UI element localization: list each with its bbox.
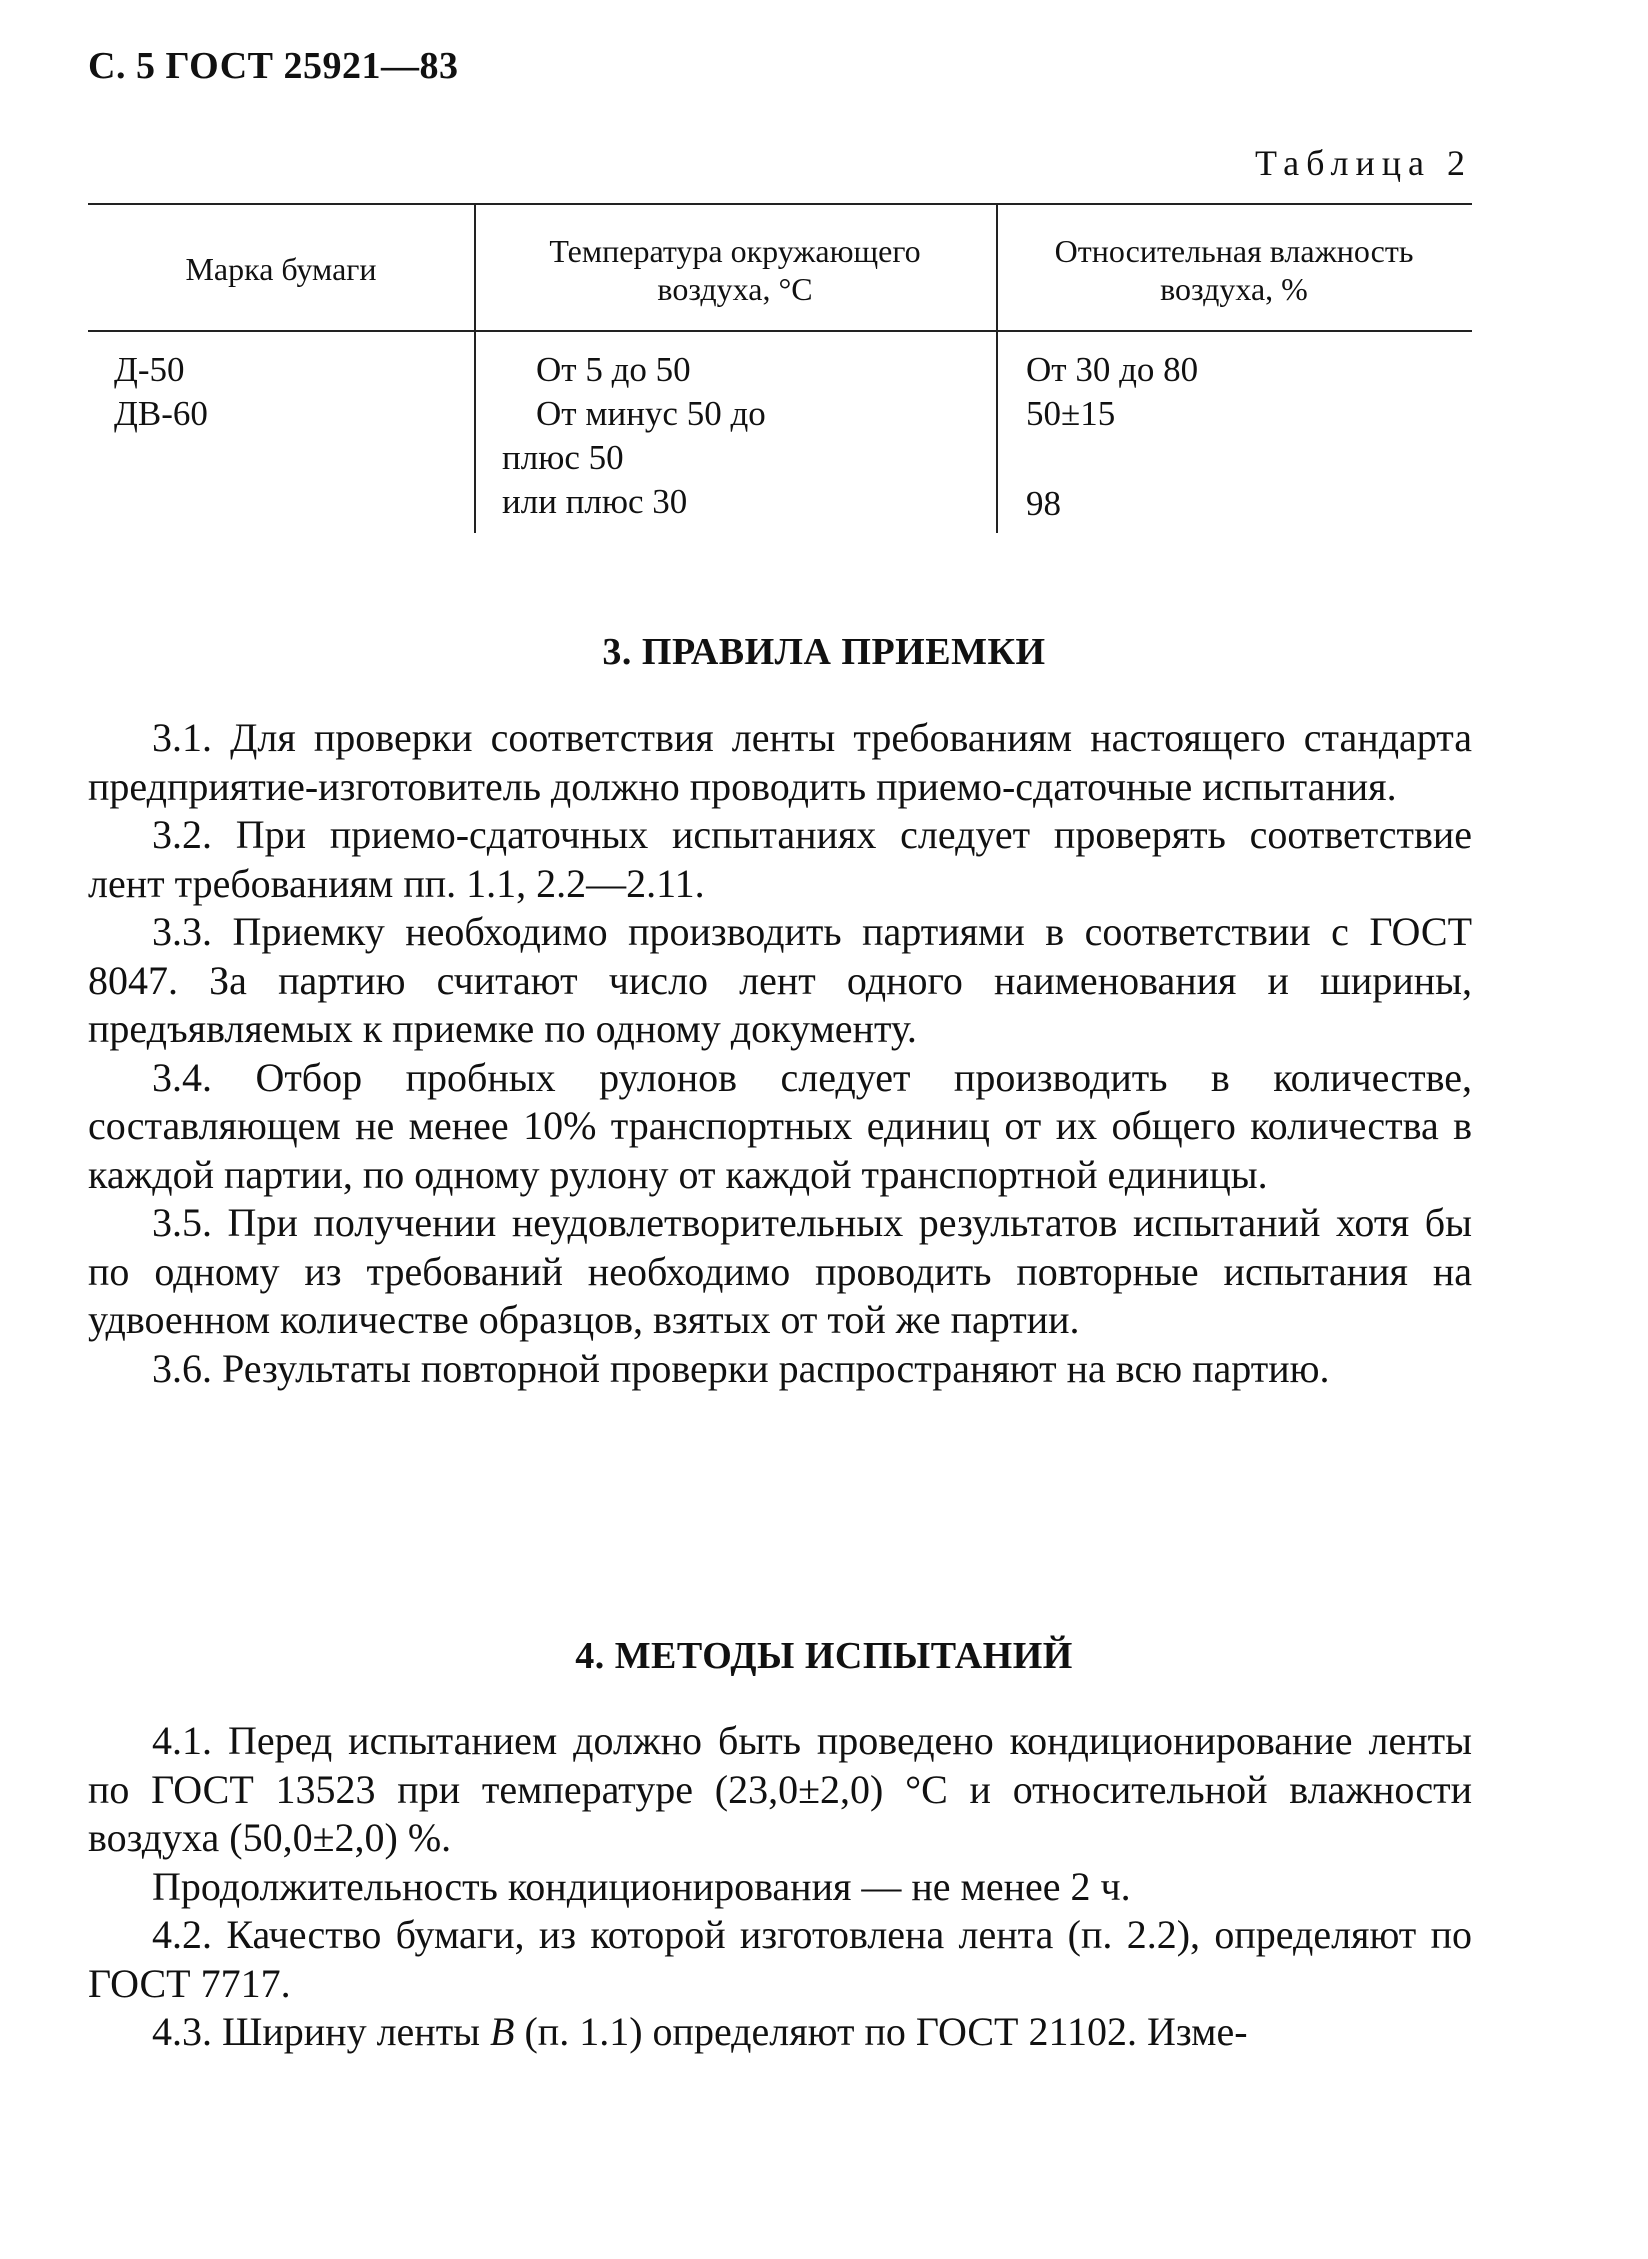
section-3-title: 3. ПРАВИЛА ПРИЕМКИ <box>602 631 1046 673</box>
section-4-body <box>88 1717 1472 2057</box>
paragraph <box>88 2008 1472 2057</box>
paragraph: 3.4. Отбор пробных рулонов следует производить в количестве, составляющем не менее 10% транспортных единиц от их общего количества в каждой партии, по одному рулону от каждой транспортной единицы. <box>88 1054 1472 1197</box>
section-4-title: 4. МЕТОДЫ ИСПЫТАНИЙ <box>575 1635 1073 1677</box>
page-header: С. 5 ГОСТ 25921—83 <box>88 45 459 87</box>
table-divider-2 <box>996 203 998 533</box>
width-symbol: В <box>490 2009 515 2054</box>
paragraph: Продолжительность кондиционирования — не менее 2 ч. <box>152 1863 1131 1909</box>
paragraph: 4.1. Перед испытанием должно быть проведено кондиционирование ленты по ГОСТ 13523 при температуре (23,0±2,0) °С и относительной влажности воздуха (50,0±2,0) %. <box>88 1718 1472 1860</box>
paragraph-text: 4.3. Ширину ленты <box>152 2009 491 2054</box>
table-top-rule <box>88 203 1472 205</box>
table-cell-temperature: От 5 до 50 <box>536 350 691 389</box>
paragraph: 3.6. Результаты повторной проверки распространяют на всю партию. <box>152 1345 1330 1391</box>
table-header-temperature: Температура окружающего воздуха, °С <box>549 233 921 307</box>
paragraph: 3.5. При получении неудовлетворительных результатов испытаний хотя бы по одному из требований необходимо проводить повторные испытания на удвоенном количестве образцов, взятых от той же партии. <box>88 1200 1472 1342</box>
table-cell-humidity: 50±15 <box>1026 394 1116 433</box>
paragraph: 3.2. При приемо-сдаточных испытаниях следует проверять соответствие лент требованиям пп. 1.1, 2.2—2.11. <box>88 812 1472 906</box>
section-3-body <box>88 714 1472 1393</box>
table-cell-grade: Д-50 <box>114 350 185 389</box>
table-cell-temperature: или плюс 30 <box>502 482 688 521</box>
table-cell-humidity: От 30 до 80 <box>1026 350 1199 389</box>
table-caption: Таблица 2 <box>1255 143 1472 183</box>
paragraph: 3.3. Приемку необходимо производить партиями в соответствии с ГОСТ 8047. За партию считают число лент одного наименования и ширины, предъявляемых к приемке по одному документу. <box>88 909 1472 1051</box>
table-header-humidity: Относительная влажность воздуха, % <box>1054 233 1414 307</box>
table-divider-1 <box>474 203 476 533</box>
paragraph: 4.2. Качество бумаги, из которой изготовлена лента (п. 2.2), определяют по ГОСТ 7717. <box>88 1912 1472 2006</box>
paragraph: 3.1. Для проверки соответствия ленты требованиям настоящего стандарта предприятие-изготовитель должно проводить приемо-сдаточные испытания. <box>88 715 1472 809</box>
paragraph-text: (п. 1.1) определяют по ГОСТ 21102. Изме- <box>514 2009 1248 2054</box>
table-cell-temperature: плюс 50 <box>502 438 624 477</box>
table-cell-humidity: 98 <box>1026 484 1061 523</box>
table-header-grade: Марка бумаги <box>185 251 377 287</box>
table-cell-grade: ДВ-60 <box>114 394 208 433</box>
table-cell-temperature: От минус 50 до <box>536 394 766 433</box>
table-header-rule <box>88 330 1472 332</box>
